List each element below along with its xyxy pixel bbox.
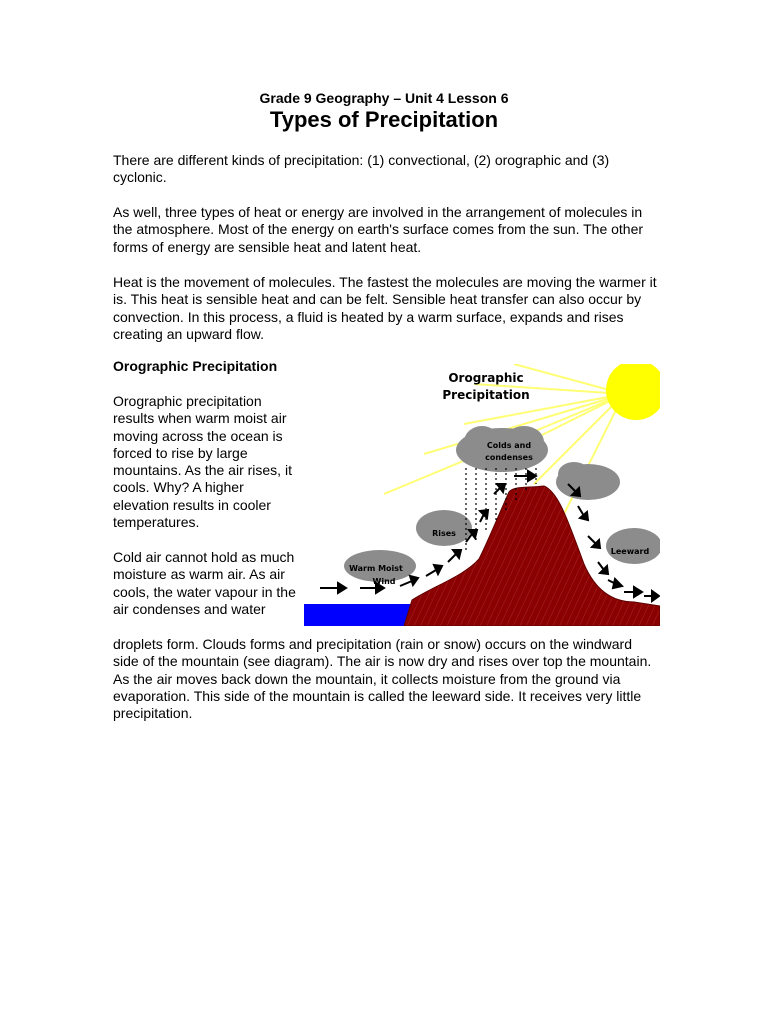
warm-wind-label-line2: Wind xyxy=(372,577,396,586)
lesson-subtitle: Grade 9 Geography – Unit 4 Lesson 6 xyxy=(259,90,509,106)
page-title: Types of Precipitation xyxy=(269,107,499,132)
orographic-diagram xyxy=(304,364,660,626)
diagram-title-line2: Precipitation xyxy=(442,388,530,402)
leeward-label: Leeward xyxy=(610,547,650,556)
cold-air-paragraph: Cold air cannot hold as much moisture as warm air. As air cools, the water vapour in the air condenses and water xyxy=(113,549,296,617)
intro-paragraph: There are different kinds of precipitation: (1) convectional, (2) orographic and (3) cyclonic. xyxy=(113,152,610,186)
section-heading: Orographic Precipitation xyxy=(113,358,278,374)
orographic-paragraph: Orographic precipitation results when warm moist air moving across the ocean is forced to rise by large mountains. As the air rises, it cools. Why? A higher elevation results in cooler temperatures. xyxy=(113,393,292,531)
ocean xyxy=(304,604,414,626)
rises-label: Rises xyxy=(432,529,456,538)
warm-wind-label-line1: Warm Moist xyxy=(349,564,403,573)
energy-paragraph: As well, three types of heat or energy are involved in the arrangement of molecules in the atmosphere. Most of the energy on earth's surface comes from the sun. The other forms of energy are sensible heat and latent heat. xyxy=(113,204,644,255)
heat-paragraph: Heat is the movement of molecules. The fastest the molecules are moving the warmer it is. This heat is sensible heat and can be felt. Sensible heat transfer can also occur by convection. In this process, a fluid is heated by a warm surface, expands and rises creating an upward flow. xyxy=(113,274,657,342)
cloud-label-line1: Colds and xyxy=(486,441,532,450)
droplets-paragraph: droplets form. Clouds forms and precipitation (rain or snow) occurs on the windward side of the mountain (see diagram). The air is now dry and rises over top the mountain. As the air moves back down the mountain, it collects moisture from the ground via evaporation. This side of the mountain is called the leeward side. It receives very little precipitation. xyxy=(113,636,652,722)
diagram-title-line1: Orographic xyxy=(448,371,524,385)
cloud-label-line2: condenses xyxy=(485,453,533,462)
